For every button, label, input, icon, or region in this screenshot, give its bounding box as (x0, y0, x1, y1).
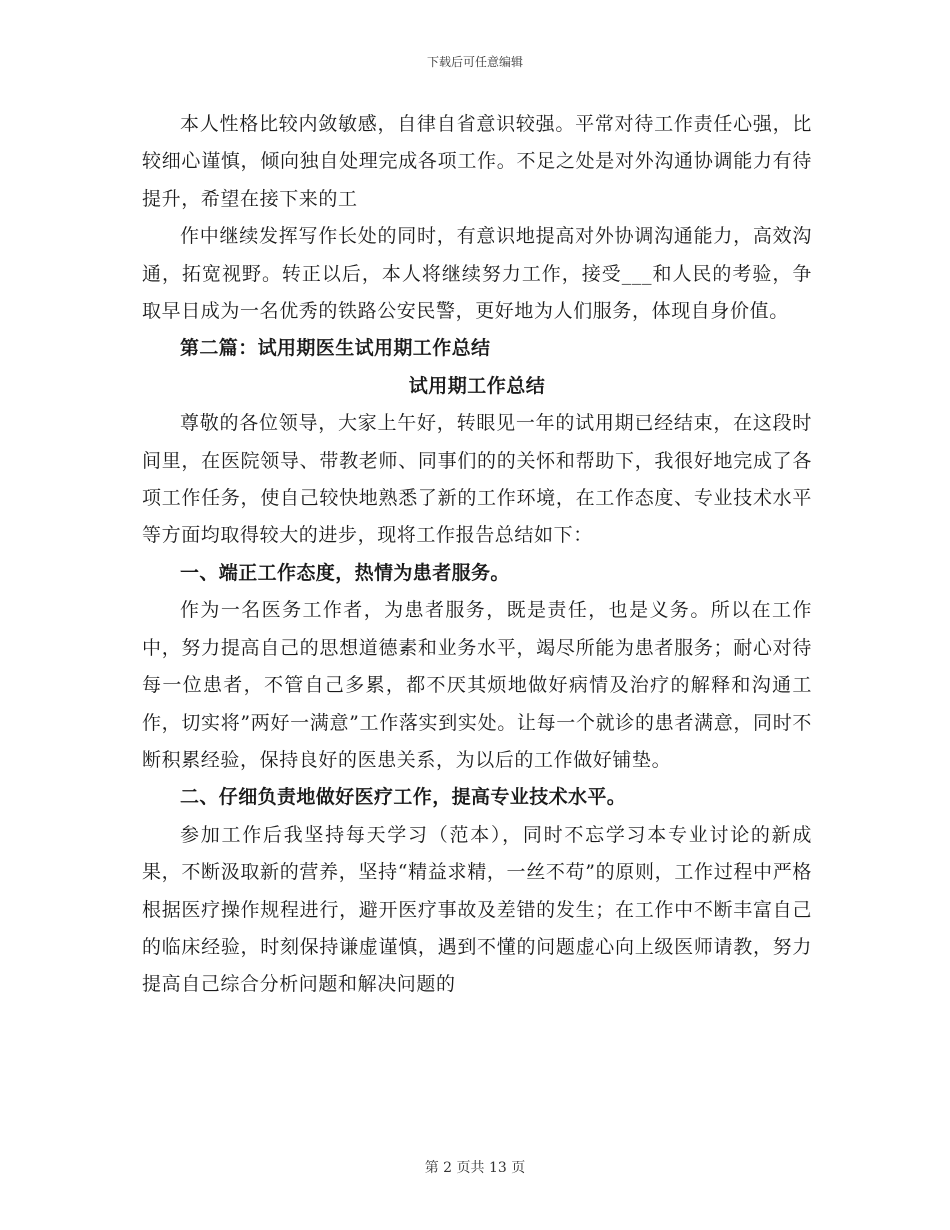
paragraph-self-assessment: 本人性格比较内敛敏感，自律自省意识较强。平常对待工作责任心强，比较细心谨慎，倾向独自处理完成各项工作。不足之处是对外沟通协调能力有待提升，希望在接下来的工 (142, 113, 812, 210)
paragraph-work-attitude: 作为一名医务工作者，为患者服务，既是责任，也是义务。所以在工作中，努力提高自己的思想道德素和业务水平，竭尽所能为患者服务；耐心对待每一位患者，不管自己多累，都不厌其烦地做好病情及治疗的解释和沟通工作，切实将”两好一满意”工作落实到实处。让每一个就诊的患者满意，同时不断积累经验，保持良好的医患关系，为以后的工作做好铺垫。 (142, 599, 812, 771)
section-heading: 第二篇：试用期医生试用期工作总结 (180, 337, 491, 360)
paragraph-greeting: 尊敬的各位领导，大家上午好，转眼见一年的试用期已经结束，在这段时间里，在医院领导、带教老师、同事们的的关怀和帮助下，我很好地完成了各项工作任务，使自己较快地熟悉了新的工作环境，在工作态度、专业技术水平等方面均取得较大的进步，现将工作报告总结如下： (142, 412, 812, 547)
document-body (142, 106, 812, 1004)
page-footer: 第 2 页共 13 页 (424, 1160, 526, 1176)
document-title: 试用期工作总结 (408, 374, 546, 397)
paragraph-medical-work: 参加工作后我坚持每天学习（范本），同时不忘学习本专业讨论的新成果，不断汲取新的营养，坚持“精益求精，一丝不苟”的原则，工作过程中严格根据医疗操作规程进行，避开医疗事故及差错的发生；在工作中不断丰富自己的临床经验，时刻保持谦虚谨慎，遇到不懂的问题虚心向上级医师请教，努力提高自己综合分析问题和解决问题的 (142, 823, 812, 996)
page-header: 下载后可任意编辑 (426, 55, 523, 69)
subheading-work-attitude: 一、端正工作态度，热情为患者服务。 (180, 561, 510, 584)
paragraph-future-plan: 作中继续发挥写作长处的同时，有意识地提高对外协调沟通能力，高效沟通，拓宽视野。转正以后，本人将继续努力工作，接受___和人民的考验，争取早日成为一名优秀的铁路公安民警，更好地为人们服务，体现自身价值。 (142, 225, 812, 323)
subheading-medical-work: 二、仔细负责地做好医疗工作，提高专业技术水平。 (180, 786, 627, 809)
